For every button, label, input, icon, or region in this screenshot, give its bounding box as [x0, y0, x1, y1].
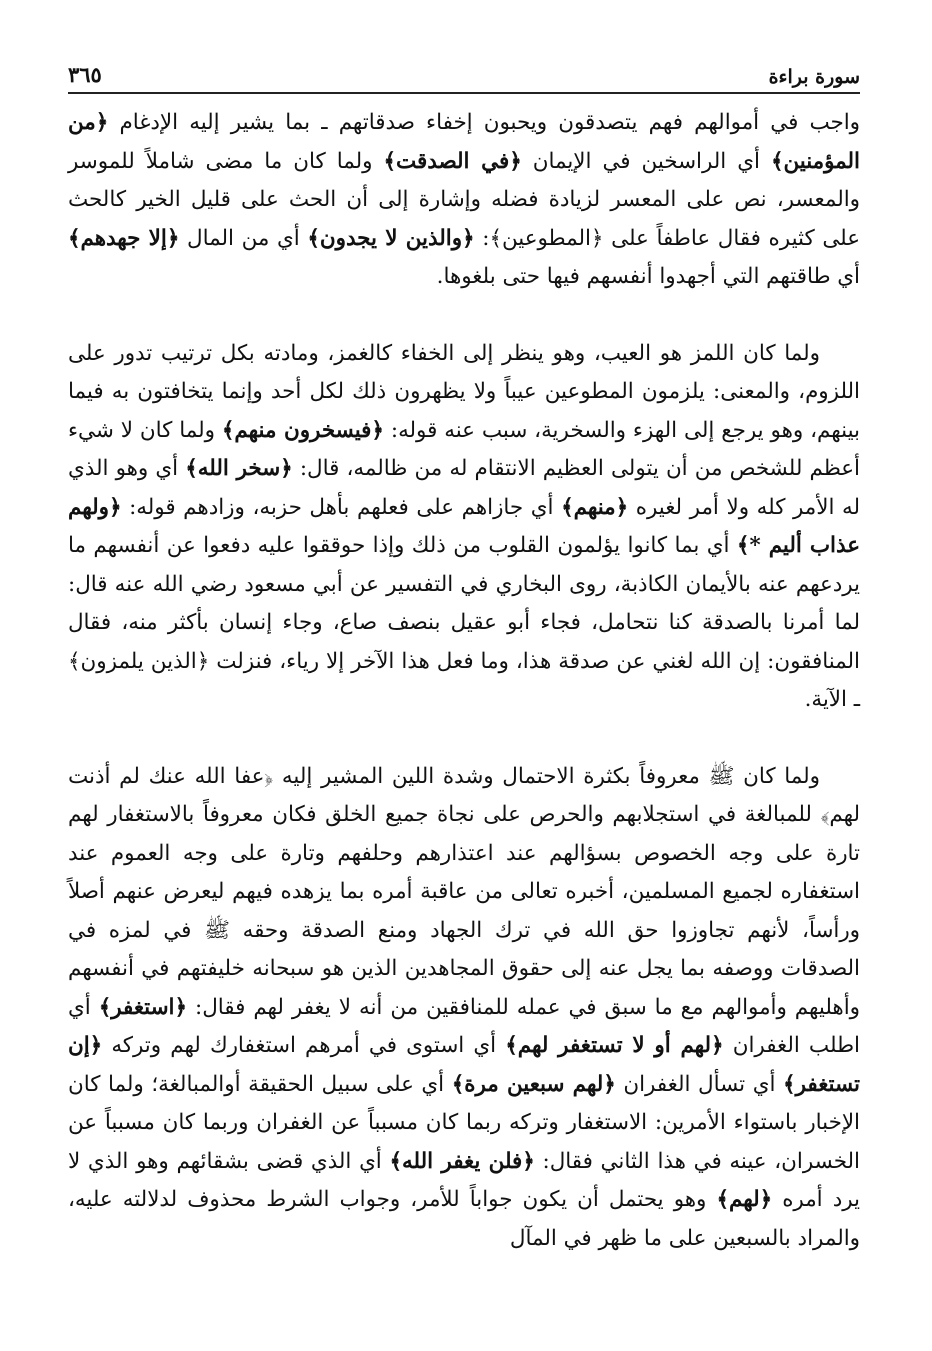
quran-quote: ﴿من المؤمنين﴾: [68, 110, 860, 174]
quran-quote: ﴿لهم سبعين مرة﴾: [451, 1071, 616, 1097]
quran-quote: ﴿في الصدقت﴾: [383, 148, 522, 174]
quran-quote: ﴿سخر الله﴾: [185, 456, 293, 481]
commentary-text: أي وهو الذي له الأمر كله ولا أمر لغيره: [68, 456, 860, 520]
quran-quote: ﴿لهم﴾: [716, 1187, 773, 1212]
quran-quote: ﴿فلن يغفر الله﴾: [389, 1148, 535, 1174]
quran-quote: ﴿إلا جهدهم﴾: [68, 225, 180, 251]
surah-title: سورة براءة: [768, 66, 860, 88]
commentary-text: ولما كان ﷺ معروفاً بكثرة الاحتمال وشدة اللين المشير إليه ﴿عفا الله عنك لم أذنت لهم﴾ للمبالغة في استجلابهم والحرص على نجاة جميع الخلق فكان معروفاً بالاستغفار لهم تارة على وجه الخصوص بسؤالهم عند اعتذارهم وحلفهم وتارة على وجه العموم عند استغفاره لجميع المسلمين، أخبره تعالى من عاقبة أمره بما يزهده فيهم ليعرض عنهم أصلاً ورأساً، لأنهم تجاوزوا حق الله في ترك الجهاد ومنع الصدقة وحقه ﷺ في لمزه في الصدقات ووصفه بما يجل عنه إلى حقوق المجاهدين الذين هو سبحانه خليفتهم في أنفسهم وأهليهم وأموالهم مع ما سبق في عمله للمنافقين من أنه لا يغفر لهم فقال:: [68, 763, 860, 1020]
quran-quote: ﴿استغفر﴾: [98, 994, 188, 1020]
paragraph-2: [68, 335, 860, 720]
commentary-text: أي الراسخين في الإيمان: [521, 148, 771, 174]
quran-quote: ﴿لهم أو لا تستغفر لهم﴾: [505, 1033, 724, 1058]
quran-quote: ﴿فيسخرون منهم﴾: [221, 417, 384, 443]
commentary-text: وهو يحتمل أن يكون جواباً للأمر، وجواب الشرط محذوف لدلالته عليه، والمراد بالسبعين على ما ظهر في المآل: [68, 1187, 860, 1251]
commentary-text: أي بما كانوا يؤلمون القلوب من ذلك وإذا حوققوا عليه دفعوا عن أنفسهم ما يردعهم عنه بالأيمان الكاذبة، روى البخاري في التفسير عن أبي مسعود رضي الله عنه قال: لما أمرنا بالصدقة كنا نتحامل، فجاء أبو عقيل بنصف صاع، وجاء إنسان بأكثر منه، فقال المنافقون: إن الله لغني عن صدقة هذا، وما فعل هذا الآخر إلا رياء، فنزلت ﴿الذين يلمزون﴾ ـ الآية.: [68, 533, 860, 712]
page-number: ٣٦٥: [68, 62, 102, 87]
paragraph-3: [68, 758, 860, 1259]
commentary-text: أي استوى في أمرهم استغفارك لهم وتركه: [102, 1033, 506, 1058]
quran-quote: ﴿إن تستغفر﴾: [68, 1033, 860, 1097]
commentary-text: أي اطلب الغفران: [68, 994, 860, 1058]
quran-quote: ﴿ولهم عذاب أليم *﴾: [68, 494, 860, 558]
commentary-text: ولما كان ما مضى شاملاً للموسر والمعسر، نص على المعسر لزيادة فضله وإشارة إلى أن الحث على قليل الخير كالحث على كثيره فقال عاطفاً على ﴿المطوعين﴾:: [68, 148, 861, 251]
commentary-text: أي الذي قضى بشقائهم وهو الذي لا يرد أمره: [68, 1148, 860, 1212]
commentary-text: أي على سبيل الحقيقة أوالمبالغة؛ ولما كان الإخبار باستواء الأمرين: الاستغفار وتركه ربما كان مسبباً عن الغفران وربما كان مسبباً عن الخسران، عينه في هذا الثاني فقال:: [68, 1071, 860, 1174]
commentary-text: أي تسأل الغفران: [615, 1071, 784, 1097]
commentary-text: ولما كان لا شيء أعظم للشخص من أن يتولى العظيم الانتقام له من ظالمه، قال:: [68, 417, 860, 481]
commentary-text: أي من المال: [179, 225, 308, 251]
commentary-text: واجب في أموالهم فهم يتصدقون ويحبون إخفاء صدقاتهم ـ بما يشير إليه الإدغام: [108, 110, 860, 135]
commentary-text: أي جازاهم على فعلهم بأهل حزبه، وزادهم قوله:: [121, 494, 562, 520]
commentary-text: أي طاقتهم التي أجهدوا أنفسهم فيها حتى بلغوها.: [436, 264, 860, 289]
paragraph-1: [68, 104, 860, 297]
quran-quote: ﴿والذين لا يجدون﴾: [307, 225, 475, 251]
quran-quote: ﴿منهم﴾: [561, 494, 629, 520]
commentary-text: ولما كان اللمز هو العيب، وهو ينظر إلى الخفاء كالغمز، ومادته بكل ترتيب تدور على اللزوم، والمعنى: يلزمون المطوعين عيباً ولا يظهرون ذلك لكل أحد وإنما يتخافتون به فيما بينهم، وهو يرجع إلى الهزء والسخرية، سبب عنه قوله:: [68, 340, 860, 443]
body-text: [68, 104, 860, 1258]
running-header: [68, 58, 860, 94]
